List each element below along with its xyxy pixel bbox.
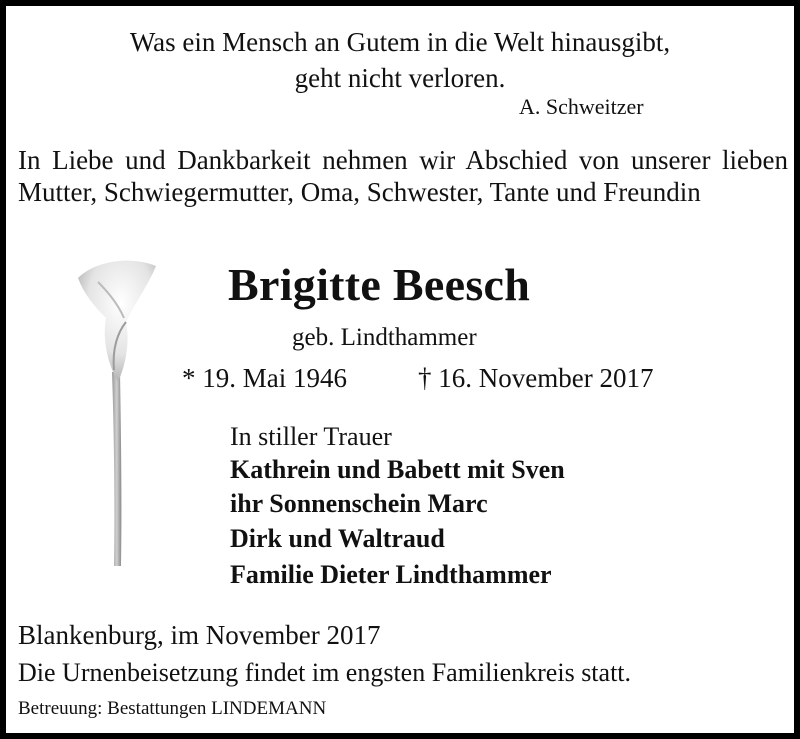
death-date: † 16. November 2017 xyxy=(418,363,654,393)
birth-date: * 19. Mai 1946 xyxy=(182,363,347,393)
quote-line-1: Was ein Mensch an Gutem in die Welt hinausgibt, xyxy=(129,27,671,57)
born-name: geb. Lindthammer xyxy=(292,324,477,351)
deceased-name: Brigitte Beesch xyxy=(228,259,531,310)
place-and-date: Blankenburg, im November 2017 xyxy=(18,620,381,650)
mourner-name: Familie Dieter Lindthammer xyxy=(230,560,552,589)
quote-line-2: geht nicht verloren. xyxy=(294,63,506,93)
funeral-home-credit: Betreuung: Bestattungen LINDEMANN xyxy=(18,698,327,719)
intro-text: In Liebe und Dankbarkeit nehmen wir Abschied von unserer lieben Mutter, Schwiegermutter, Oma, Schwester, Tante und Freundin xyxy=(18,145,788,207)
mourner-name: Dirk und Waltraud xyxy=(230,524,445,553)
quote-author: A. Schweitzer xyxy=(519,94,644,119)
burial-note: Die Urnenbeisetzung findet im engsten Familienkreis statt. xyxy=(18,658,632,687)
mourner-name: ihr Sonnenschein Marc xyxy=(230,489,488,518)
mourner-name: Kathrein und Babett mit Sven xyxy=(230,455,565,484)
calla-lily-icon xyxy=(68,252,172,568)
mourners-heading: In stiller Trauer xyxy=(230,422,392,451)
